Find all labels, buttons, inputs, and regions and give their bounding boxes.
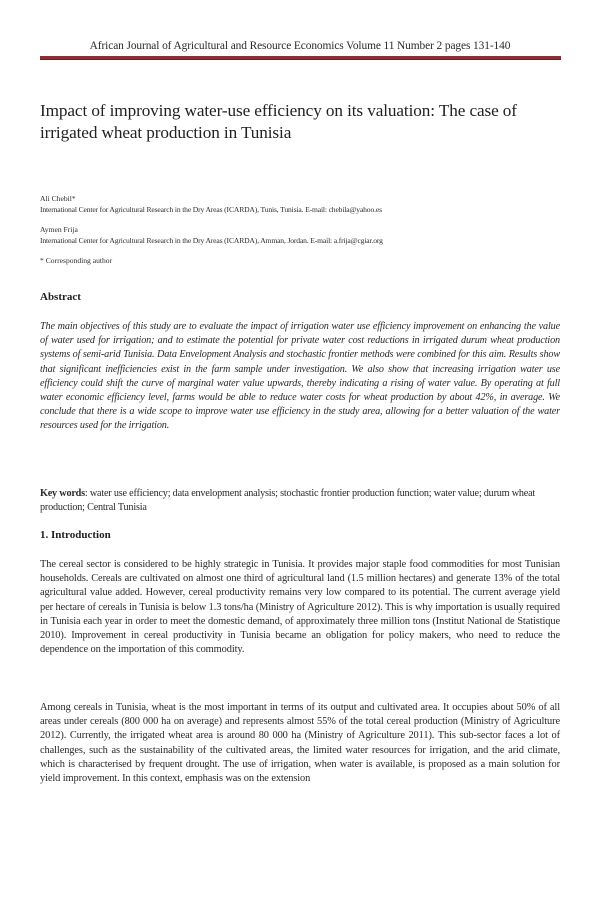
body-paragraph: Among cereals in Tunisia, wheat is the most important in terms of its output and cultivated area. It occupies about 50% of all areas under cereals (800 000 ha on average) and represents almost 55% of the total cereal production (Ministry of Agriculture 2012). Currently, the irrigated wheat area is around 80 000 ha (Ministry of Agriculture 2011). This sub-sector faces a lot of challenges, such as the sustainability of the cultivated areas, the limited water resources for irrigation, and the arid climate, which is characterised by frequent drought. The use of irrigation, when water is available, is proposed as a main solution for yield improvement. In this context, emphasis was on the extension [40, 702, 560, 785]
keywords-text: : water use efficiency; data envelopment analysis; stochastic frontier production function; water value; durum wheat production; Central Tunisia [40, 488, 536, 514]
introduction-heading: 1. Introduction [40, 529, 111, 541]
header-rule-divider [40, 56, 561, 60]
abstract-body: The main objectives of this study are to evaluate the impact of irrigation water use efficiency improvement on enhancing the value of water used for irrigation; and to estimate the potential for private water cost reductions in irrigated durum wheat production systems of semi-arid Tunisia. Data Envelopment Analysis and stochastic frontier methods were combined for this aim. Results show that significant inefficiencies exist in the farm sample under investigation. We also show that increasing irrigation water use efficiency could shift the curve of marginal water value upwards, thereby indicating a rising of water value. By operating at full water economic efficiency level, farms would be able to reduce water costs for wheat production by about 42%, in average. We conclude that there is a wide scope to improve water use efficiency in the study area, allowing for a better valuation of the water resources used for the irrigation. [40, 321, 560, 432]
keywords-label: Key words [40, 488, 85, 499]
running-header: African Journal of Agricultural and Resource Economics Volume 11 Number 2 pages 131-140 [89, 40, 511, 52]
author-name: Aymen Frija [40, 225, 78, 234]
author-block [40, 193, 570, 215]
author-affiliation: International Center for Agricultural Research in the Dry Areas (ICARDA), Tunis, Tunisia. E-mail: chebila@yahoo.es [40, 205, 382, 214]
corresponding-author-note: * Corresponding author [40, 256, 113, 265]
keywords [40, 487, 560, 515]
abstract-heading: Abstract [40, 291, 81, 303]
paper-title: Impact of improving water-use efficiency on its valuation: The case of irrigated wheat production in Tunisia [40, 101, 517, 142]
author-block [40, 224, 570, 246]
author-name: Ali Chebil* [40, 194, 76, 203]
author-affiliation: International Center for Agricultural Research in the Dry Areas (ICARDA), Amman, Jordan. E-mail: a.frija@cgiar.org [40, 236, 383, 245]
author-list [40, 193, 570, 266]
body-paragraph: The cereal sector is considered to be highly strategic in Tunisia. It provides major staple food commodities for most Tunisian households. Cereals are cultivated on almost one third of agricultural land (1.5 million hectares) and generate 13% of the total agricultural value added. However, cereal productivity remains very low compared to its potential. The current average yield per hectare of cereals in Tunisia is below 1.3 tons/ha (Ministry of Agriculture 2012). This is why importation is usually required in Tunisia each year in order to meet the domestic demand, of approximately three million tons (Institut National de Statistique 2010). Improvement in cereal productivity in Tunisia became an obligation for policy makers, who need to reduce the dependence on the importation of this commodity. [40, 559, 560, 656]
